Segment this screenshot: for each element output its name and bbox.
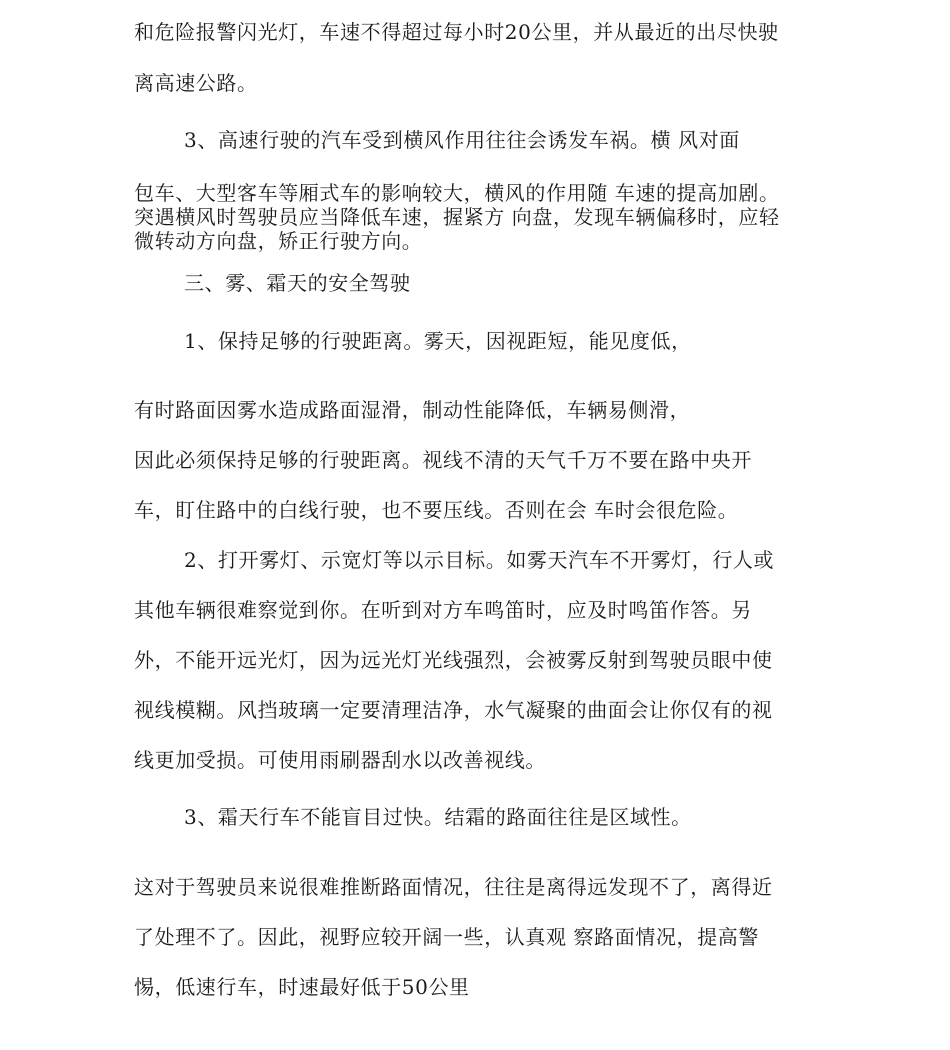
text-line: 外，不能开远光灯，因为远光灯光线强烈，会被雾反射到驾驶员眼中使: [134, 648, 773, 672]
paragraph-start-line: 2、打开雾灯、示宽灯等以示目标。如雾天汽车不开雾灯，行人或: [184, 548, 775, 572]
paragraph-start-line: 3、高速行驶的汽车受到横风作用往往会诱发车祸。横 风对面: [184, 128, 740, 152]
text-line: 其他车辆很难察觉到你。在听到对方车鸣笛时，应及时鸣笛作答。另: [134, 598, 752, 622]
text-line: 车，盯住路中的白线行驶，也不要压线。否则在会 车时会很危险。: [134, 498, 739, 522]
text-line: 视线模糊。风挡玻璃一定要清理洁净，水气凝聚的曲面会让你仅有的视: [134, 698, 773, 722]
text-line: 突遇横风时驾驶员应当降低车速，握紧方 向盘，发现车辆偏移时，应轻: [134, 205, 780, 229]
text-line: 有时路面因雾水造成路面湿滑，制动性能降低，车辆易侧滑，: [134, 398, 691, 422]
text-line: 离高速公路。: [134, 71, 258, 95]
text-line: 因此必须保持足够的行驶距离。视线不清的天气千万不要在路中央开: [134, 448, 752, 472]
text-line: 这对于驾驶员来说很难推断路面情况，往往是离得远发现不了，离得近: [134, 875, 773, 899]
section-heading: 三、雾、霜天的安全驾驶: [184, 271, 411, 295]
text-line: 惕，低速行车，时速最好低于50公里: [134, 975, 470, 999]
paragraph-start-line: 3、霜天行车不能盲目过快。结霜的路面往往是区域性。: [184, 805, 692, 829]
text-line: 了处理不了。因此，视野应较开阔一些，认真观 察路面情况，提高警: [134, 925, 759, 949]
text-line: 包车、大型客车等厢式车的影响较大，横风的作用随 车速的提高加剧。: [134, 181, 780, 205]
text-line: 微转动方向盘，矫正行驶方向。: [134, 229, 423, 253]
paragraph-start-line: 1、保持足够的行驶距离。雾天，因视距短，能见度低，: [184, 329, 692, 353]
text-line: 线更加受损。可使用雨刷器刮水以改善视线。: [134, 748, 546, 772]
text-line: 和危险报警闪光灯，车速不得超过每小时20公里，并从最近的出尽快驶: [134, 20, 779, 44]
